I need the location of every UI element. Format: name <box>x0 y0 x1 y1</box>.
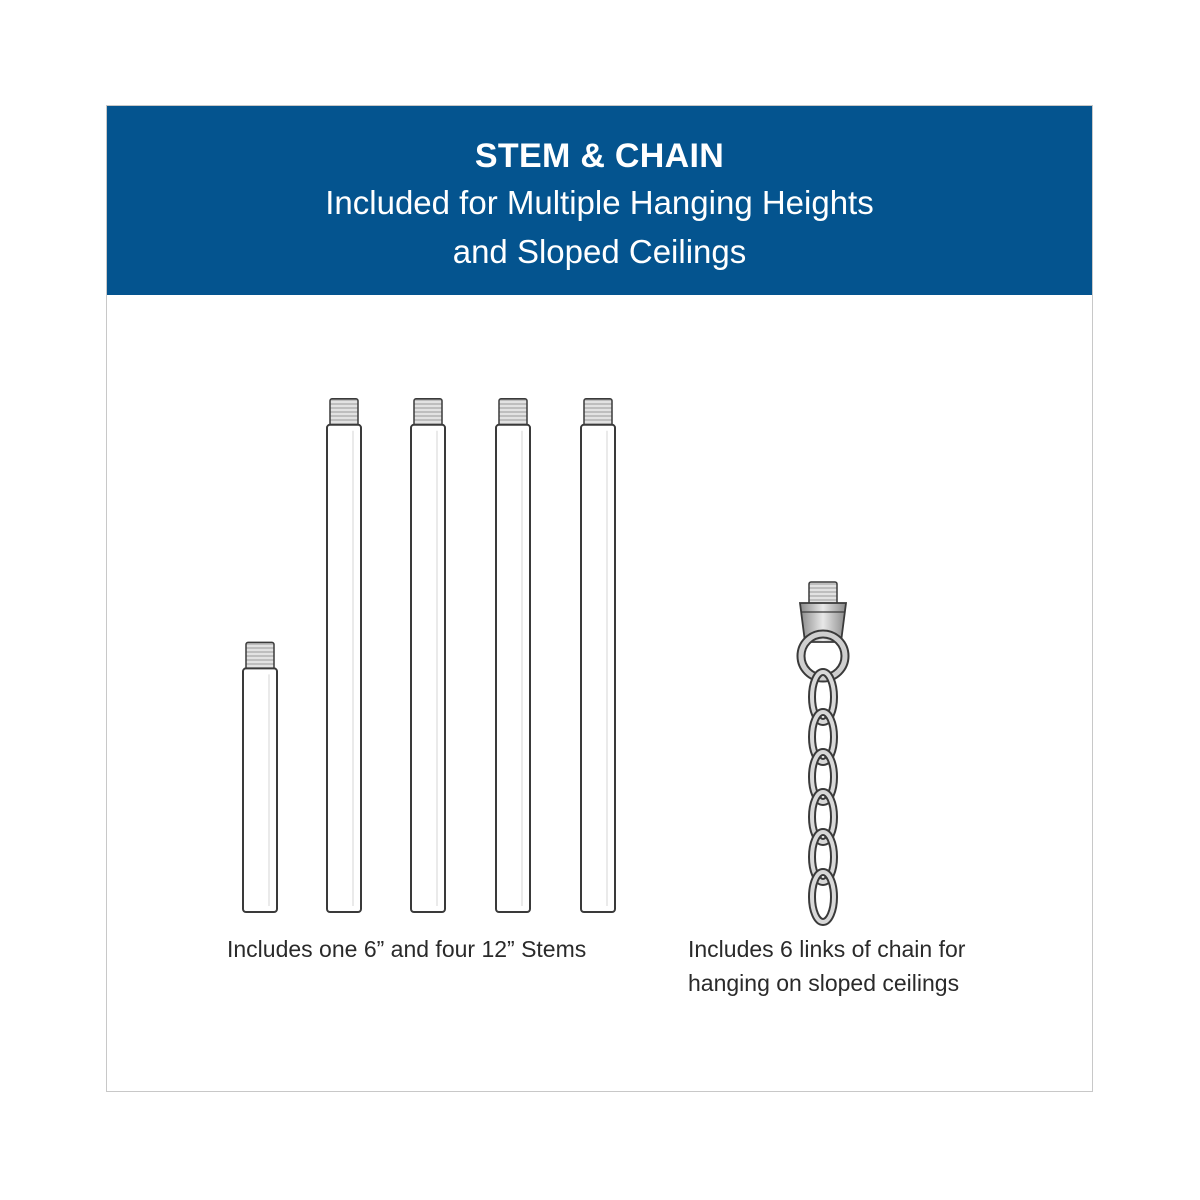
stem-4 <box>496 399 530 912</box>
stems-caption: Includes one 6” and four 12” Stems <box>227 936 587 962</box>
stem-5 <box>581 399 615 912</box>
stem-tube <box>327 425 361 912</box>
chain-caption-line2: hanging on sloped ceilings <box>688 970 960 996</box>
header-title: STEM & CHAIN <box>474 137 725 175</box>
stem-thread <box>414 399 442 427</box>
chain-caption-line1: Includes 6 links of chain for <box>688 936 966 962</box>
stem-thread <box>246 642 274 670</box>
stem-1 <box>243 642 277 912</box>
stem-tube <box>243 668 277 912</box>
stem-tube <box>581 425 615 912</box>
header-subtitle-line1: Included for Multiple Hanging Heights <box>325 184 874 221</box>
stems-group <box>243 399 615 912</box>
stem-thread <box>499 399 527 427</box>
stem-2 <box>327 399 361 912</box>
stem-thread <box>330 399 358 427</box>
stem-chain-card <box>106 105 1093 1092</box>
stem-tube <box>411 425 445 912</box>
stem-tube <box>496 425 530 912</box>
chain-assembly <box>800 582 846 922</box>
stem-thread <box>584 399 612 427</box>
chain-caption <box>688 932 965 1000</box>
header-subtitle-line2: and Sloped Ceilings <box>452 233 747 270</box>
stem-3 <box>411 399 445 912</box>
chain-thread <box>809 582 837 604</box>
